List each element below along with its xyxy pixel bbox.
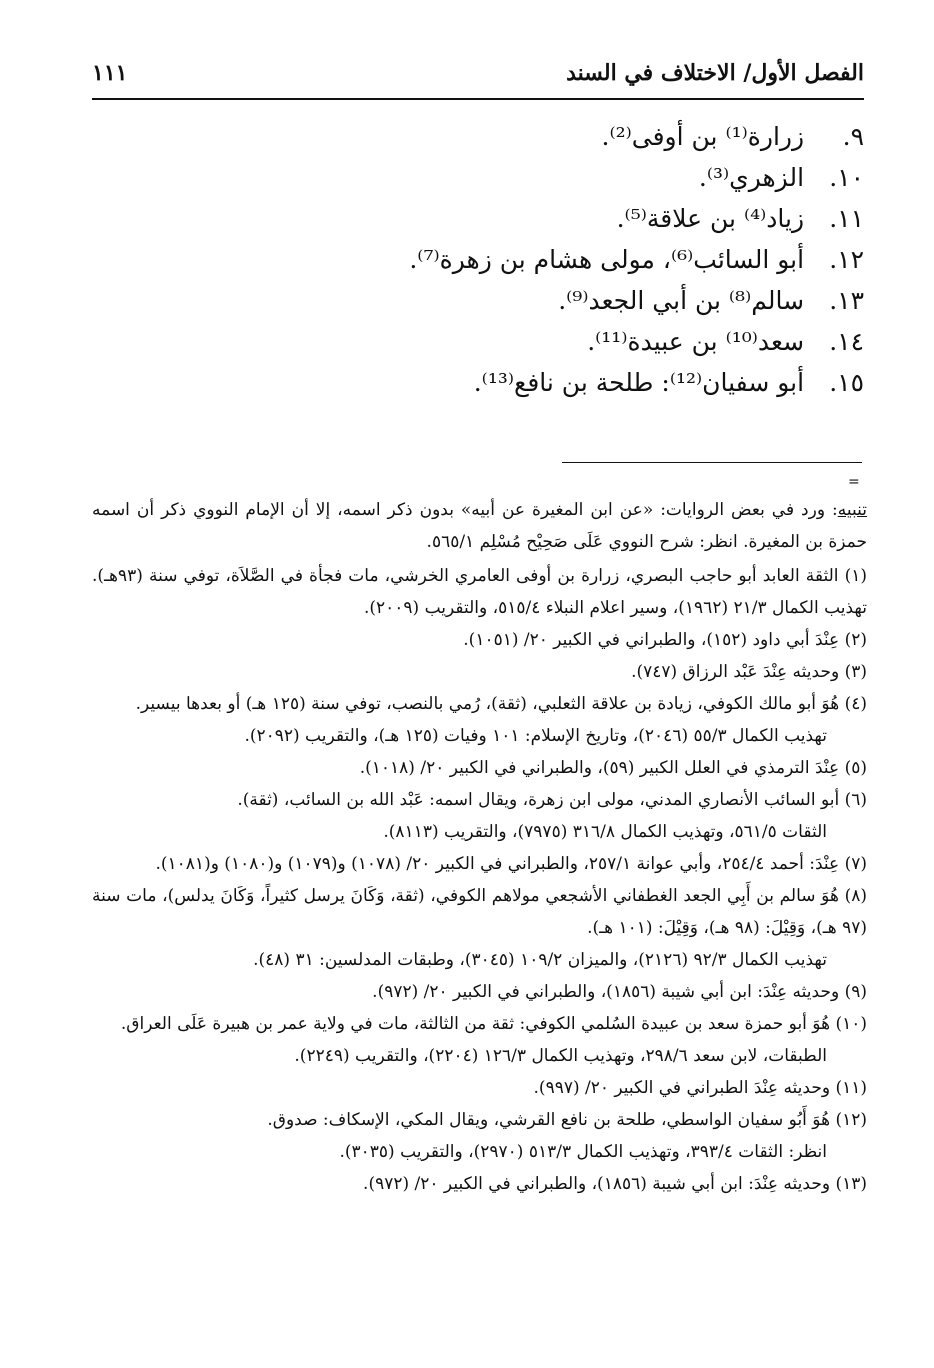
footnote: (٨) هُوَ سالم بن أَبِي الجعد الغطفاني الأشجعي مولاهم الكوفي، (ثقة، وَكَانَ يرسل كثيراً، وَكَانَ يدلس)، مات سنة (٩٧ هـ)، وَقِيْلَ: (٩٨ هـ)، وَقِيْلَ: (١٠١ هـ).: [92, 886, 867, 938]
list-item: ١٣. سالم⁽⁸⁾ بن أبي الجعد⁽⁹⁾.: [558, 286, 864, 315]
footnote-reference: الثقات ٥٦١/٥، وتهذيب الكمال ٣١٦/٨ (٧٩٧٥)، والتقريب (٨١١٣).: [383, 822, 827, 842]
footnote: (٥) عِنْدَ الترمذي في العلل الكبير (٥٩)، والطبراني في الكبير ٢٠/ (١٠١٨).: [359, 758, 867, 778]
footnote: (٤) هُوَ أبو مالك الكوفي، زيادة بن علاقة الثعلبي، (ثقة)، رُمي بالنصب، توفي سنة (١٢٥ هـ) أو بعدها بيسير.: [135, 694, 867, 714]
footnote-reference: تهذيب الكمال ٥٥/٣ (٢٠٤٦)، وتاريخ الإسلام: ١٠١ وفيات (١٢٥ هـ)، والتقريب (٢٠٩٢).: [244, 726, 827, 746]
footnote-reference: انظر: الثقات ٣٩٣/٤، وتهذيب الكمال ٥١٣/٣ (٢٩٧٠)، والتقريب (٣٠٣٥).: [339, 1142, 827, 1162]
notice-text: : ورد في بعض الروايات: «عن ابن المغيرة عن أبيه» بدون ذكر اسمه، إلا أن الإمام النووي ذكر أن اسمه حمزة بن المغيرة. انظر: شرح النووي عَلَى صَحِيْح مُسْلِم ٥٦٥/١.: [92, 500, 867, 552]
footnote-separator: [562, 462, 862, 463]
footnote: (٢) عِنْدَ أبي داود (١٥٢)، والطبراني في الكبير ٢٠/ (١٠٥١).: [463, 630, 867, 650]
narrators-list: [164, 116, 864, 403]
footnote: (١٢) هُوَ أَبُو سفيان الواسطي، طلحة بن نافع القرشي، ويقال المكي، الإسكاف: صدوق.: [267, 1110, 867, 1130]
footnote: (١) الثقة العابد أبو حاجب البصري، زرارة بن أوفى العامري الخرشي، مات فجأة في الصَّلاَة، توفي سنة (٩٣هـ). تهذيب الكمال ٢١/٣ (١٩٦٢)، وسير اعلام النبلاء ٥١٥/٤، والتقريب (٢٠٠٩).: [92, 566, 867, 618]
footnote: (١٠) هُوَ أبو حمزة سعد بن عبيدة السُلمي الكوفي: ثقة من الثالثة، مات في ولاية عمر بن هبيرة عَلَى العراق.: [120, 1014, 867, 1034]
footnote: (١٣) وحديثه عِنْدَ: ابن أبي شيبة (١٨٥٦)، والطبراني في الكبير ٢٠/ (٩٧٢).: [363, 1174, 867, 1194]
page-header: [92, 60, 864, 96]
list-item: ١٢. أبو السائب⁽⁶⁾، مولى هشام بن زهرة⁽⁷⁾.: [409, 245, 864, 274]
footnote-reference: الطبقات، لابن سعد ٢٩٨/٦، وتهذيب الكمال ١٢٦/٣ (٢٢٠٤)، والتقريب (٢٢٤٩).: [294, 1046, 827, 1066]
notice-footnote: [92, 494, 867, 558]
running-title: الفصل الأول/ الاختلاف في السند: [566, 60, 864, 86]
list-item: ١٥. أبو سفيان⁽¹²⁾: طلحة بن نافع⁽¹³⁾.: [473, 368, 864, 397]
list-item: ٩. زرارة⁽¹⁾ بن أوفى⁽²⁾.: [601, 122, 864, 151]
notice-label: تنبيه: [837, 500, 867, 520]
list-item: ١١. زياد⁽⁴⁾ بن علاقة⁽⁵⁾.: [616, 204, 864, 233]
header-rule: [92, 98, 864, 100]
footnote: (٦) أبو السائب الأنصاري المدني، مولى ابن زهرة، ويقال اسمه: عَبْد الله بن السائب، (ثقة).: [237, 790, 867, 810]
footnote: (٣) وحديثه عِنْدَ عَبْد الرزاق (٧٤٧).: [631, 662, 867, 682]
footnote: (٩) وحديثه عِنْدَ: ابن أبي شيبة (١٨٥٦)، والطبراني في الكبير ٢٠/ (٩٧٢).: [372, 982, 867, 1002]
footnotes: [92, 494, 867, 1200]
footnote-continuation-marker: =: [848, 474, 860, 490]
list-item: ١٠. الزهري⁽³⁾.: [698, 163, 864, 192]
footnote-reference: تهذيب الكمال ٩٢/٣ (٢١٢٦)، والميزان ١٠٩/٢ (٣٠٤٥)، وطبقات المدلسين: ٣١ (٤٨).: [253, 950, 827, 970]
list-item: ١٤. سعد⁽¹⁰⁾ بن عبيدة⁽¹¹⁾.: [587, 327, 864, 356]
page-number: ١١١: [92, 60, 128, 86]
footnote: (١١) وحديثه عِنْدَ الطبراني في الكبير ٢٠/ (٩٩٧).: [533, 1078, 867, 1098]
footnote: (٧) عِنْدَ: أحمد ٢٥٤/٤، وأبي عوانة ٢٥٧/١، والطبراني في الكبير ٢٠/ (١٠٧٨) و(١٠٧٩) و(١٠٨٠) و(١٠٨١).: [155, 854, 867, 874]
